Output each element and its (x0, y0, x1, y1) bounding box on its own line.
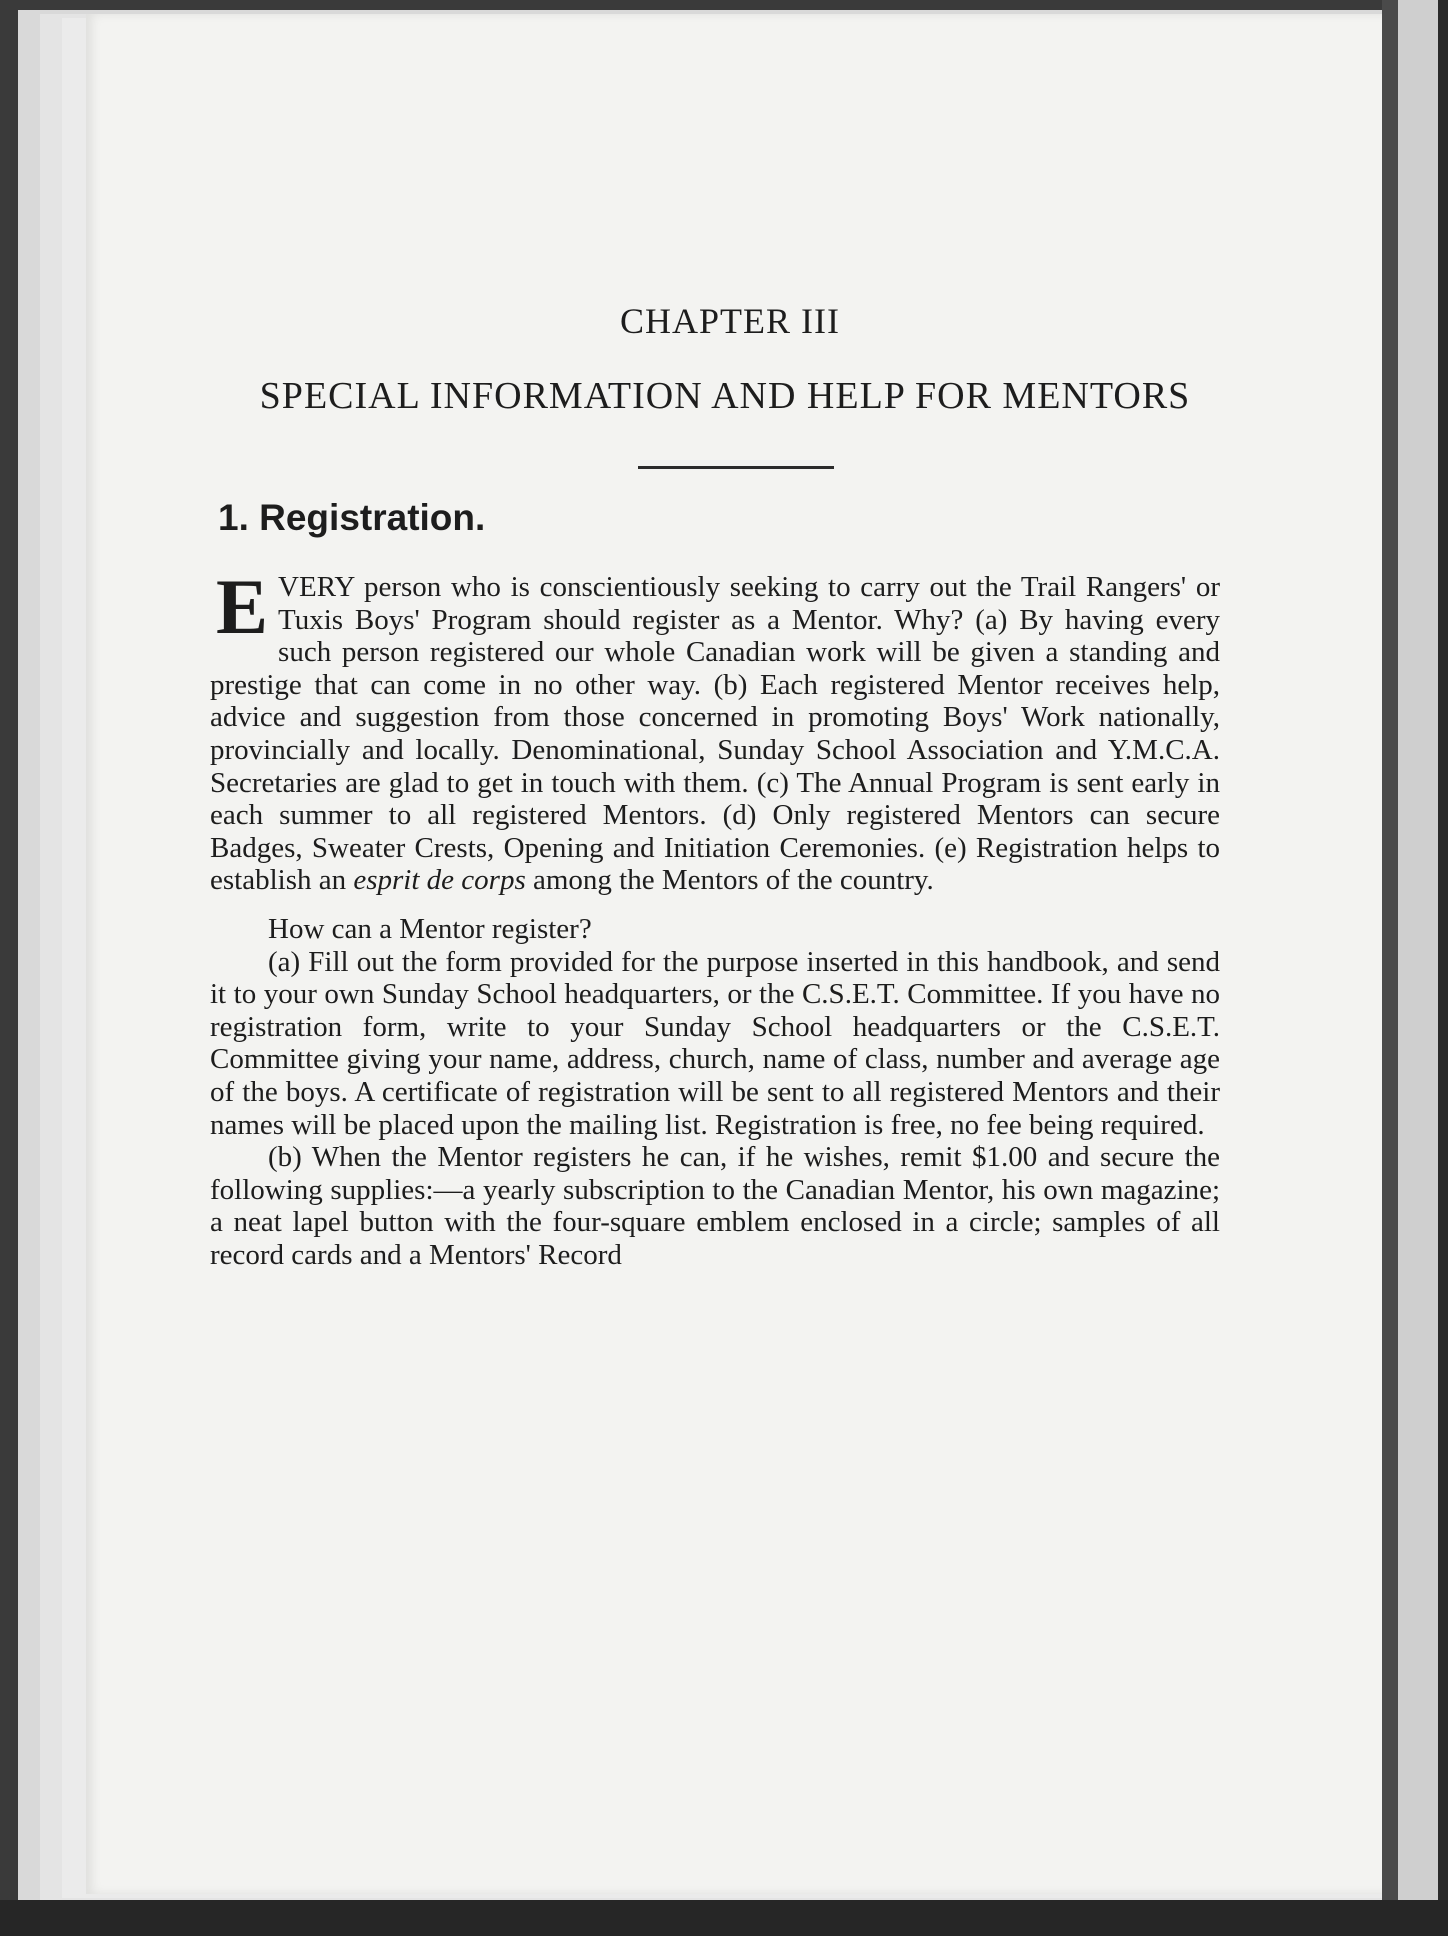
paragraph (210, 563, 1220, 897)
drop-cap: E (216, 563, 269, 650)
paragraph: (b) When the Mentor registers he can, if he wishes, remit $1.00 and secure the following supplies:—a yearly subscription to the Canadian Mentor, his own magazine; a neat lapel button with the four-square emblem enclosed in a circle; samples of all record cards and a Mentors' Record (210, 1141, 1220, 1271)
paragraph-text: among the Mentors of the country. (532, 864, 934, 897)
paragraph: How can a Mentor register? (268, 912, 592, 945)
section-heading: 1. Registration. (218, 497, 486, 538)
page-right-border (1382, 0, 1398, 1936)
paragraph: (a) Fill out the form provided for the purpose inserted in this handbook, and send it to your own Sunday School headquarters, or the C.S.E.T. Committee. If you have no registration form, write to your Sunday School headquarters or the C.S.E.T. Committee giving your name, address, church, name of class, number and average age of the boys. A certificate of registration will be sent to all registered Mentors and their names will be placed upon the mailing list. Registration is free, no fee being required. (210, 945, 1220, 1141)
title-divider (638, 466, 834, 469)
chapter-label: CHAPTER III (620, 301, 840, 341)
paragraph-text: VERY person who is conscientiously seeking to carry out the Trail Rangers' or Tuxis Boys' Program should register as a Mentor. Why? (a) By having every such person registered our whole Canadian work will be given a standing and prestige that can come in no other way. (b) Each registered Mentor receives help, advice and suggestion from those concerned in promoting Boys' Work nationally, provincially and locally. Denominational, Sunday School Association and Y.M.C.A. Secretaries are glad to get in touch with them. (c) The Annual Program is sent early in each summer to all registered Mentors. (d) Only registered Mentors can secure Badges, Sweater Crests, Opening and Initiation Ceremonies. (e) Registration helps to establish an (210, 571, 1220, 897)
scan-background (0, 1900, 1448, 1936)
chapter-title: SPECIAL INFORMATION AND HELP FOR MENTORS (259, 375, 1191, 417)
scan-background (1438, 0, 1448, 1936)
page-content (210, 300, 1220, 1271)
italic-phrase: esprit de corps (353, 864, 526, 897)
